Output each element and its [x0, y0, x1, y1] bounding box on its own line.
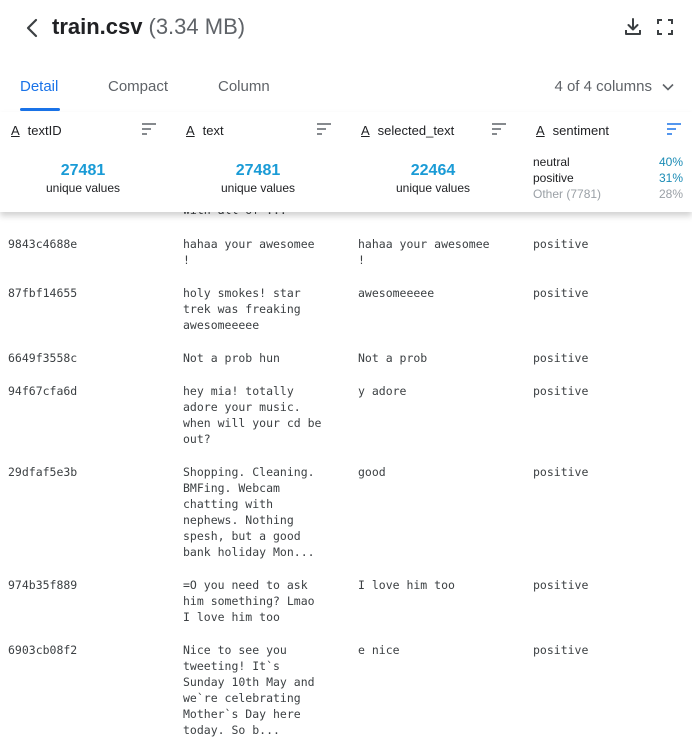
cell-selected-text: good	[358, 465, 386, 479]
file-size: (3.34 MB)	[148, 14, 246, 39]
string-type-icon: A	[536, 122, 545, 138]
sentiment-percent: 31%	[658, 171, 683, 185]
unique-values-textid	[8, 162, 158, 196]
unique-count: 22464	[410, 162, 456, 179]
cell-selected-text: Not a prob	[358, 351, 428, 365]
cell-text: Not a prob hun	[183, 351, 280, 365]
sentiment-value-positive	[533, 171, 683, 187]
view-tabs	[0, 66, 692, 112]
fullscreen-button[interactable]	[654, 16, 676, 38]
download-icon	[623, 17, 643, 37]
cell-text: holy smokes! star trek was freaking awesomeeeee	[183, 286, 301, 332]
column-header-selected-text[interactable]	[361, 120, 454, 140]
column-summary-header	[0, 112, 692, 212]
unique-count: 27481	[60, 162, 106, 179]
cell-sentiment: positive	[533, 384, 589, 398]
chevron-down-icon	[662, 83, 674, 91]
column-header-textid[interactable]	[11, 120, 62, 140]
sentiment-percent: 40%	[658, 155, 683, 169]
cell-text: Shopping. Cleaning. BMFing. Webcam chatting with nephews. Nothing spesh, but a good bank holiday Mon...	[183, 465, 315, 559]
tab-column[interactable]: Column	[218, 78, 270, 95]
column-name: selected_text	[377, 122, 455, 138]
cell-sentiment: positive	[533, 643, 589, 657]
string-type-icon: A	[11, 122, 20, 138]
unique-values-selected-text	[358, 162, 508, 196]
sort-icon[interactable]	[666, 122, 682, 136]
cell-textid: 9843c4688e	[8, 237, 78, 251]
unique-label: unique values	[395, 181, 471, 195]
cell-textid: 29dfaf5e3b	[8, 465, 78, 479]
cell-textid: 6903cb08f2	[8, 643, 78, 657]
cell-selected-text: y adore	[358, 384, 407, 398]
sentiment-label: neutral	[533, 155, 570, 169]
column-count-label: 4 of 4 columns	[554, 78, 652, 95]
cell-sentiment: positive	[533, 286, 589, 300]
unique-label: unique values	[45, 181, 121, 195]
data-rows[interactable]	[0, 212, 692, 742]
sort-icon[interactable]	[316, 122, 332, 136]
download-button[interactable]	[622, 16, 644, 38]
cell-selected-text: e nice	[358, 643, 400, 657]
tab-detail[interactable]: Detail	[20, 78, 59, 95]
cell-text: =O you need to ask him something? Lmao I love him too	[183, 578, 315, 624]
cell-textid: 94f67cfa6d	[8, 384, 78, 398]
cell-textid: 87fbf14655	[8, 286, 78, 300]
fullscreen-icon	[656, 18, 674, 36]
tab-compact[interactable]: Compact	[108, 78, 169, 95]
column-header-text[interactable]	[186, 120, 224, 140]
sentiment-percent: 28%	[658, 187, 683, 201]
cell-text: hahaa your awesomee !	[183, 237, 315, 267]
sentiment-value-other	[533, 187, 683, 203]
unique-count: 27481	[235, 162, 281, 179]
file-title	[52, 13, 245, 41]
cell-text: Nice to see you tweeting! It`s Sunday 10th May and we`re celebrating Mother`s Day here today. So b...	[183, 643, 315, 737]
column-count-dropdown[interactable]	[554, 78, 674, 95]
cell-selected-text: awesomeeeee	[358, 286, 435, 300]
column-header-sentiment[interactable]	[536, 120, 609, 140]
active-tab-indicator	[20, 108, 60, 111]
sentiment-label: Other (7781)	[533, 187, 602, 201]
cell-sentiment: positive	[533, 237, 589, 251]
cell-sentiment: positive	[533, 351, 589, 365]
string-type-icon: A	[186, 122, 195, 138]
top-bar	[0, 0, 692, 56]
sentiment-value-neutral	[533, 155, 683, 171]
back-button[interactable]	[20, 14, 44, 42]
column-name: textID	[27, 122, 62, 138]
unique-values-text	[183, 162, 333, 196]
unique-label: unique values	[220, 181, 296, 195]
cell-sentiment: positive	[533, 465, 589, 479]
sentiment-label: positive	[533, 171, 574, 185]
sort-icon[interactable]	[491, 122, 507, 136]
chevron-left-icon	[26, 18, 38, 38]
column-name: sentiment	[552, 122, 610, 138]
cell-textid: 974b35f889	[8, 578, 78, 592]
cell-text: hey mia! totally adore your music. when will your cd be out?	[183, 384, 322, 446]
sort-icon[interactable]	[141, 122, 157, 136]
cell-textid: 6649f3558c	[8, 351, 78, 365]
file-name: train.csv	[52, 14, 143, 39]
cell-selected-text: I love him too	[358, 578, 455, 592]
cell-selected-text: hahaa your awesomee !	[358, 237, 490, 267]
column-name: text	[202, 122, 224, 138]
string-type-icon: A	[361, 122, 370, 138]
cell-sentiment: positive	[533, 578, 589, 592]
